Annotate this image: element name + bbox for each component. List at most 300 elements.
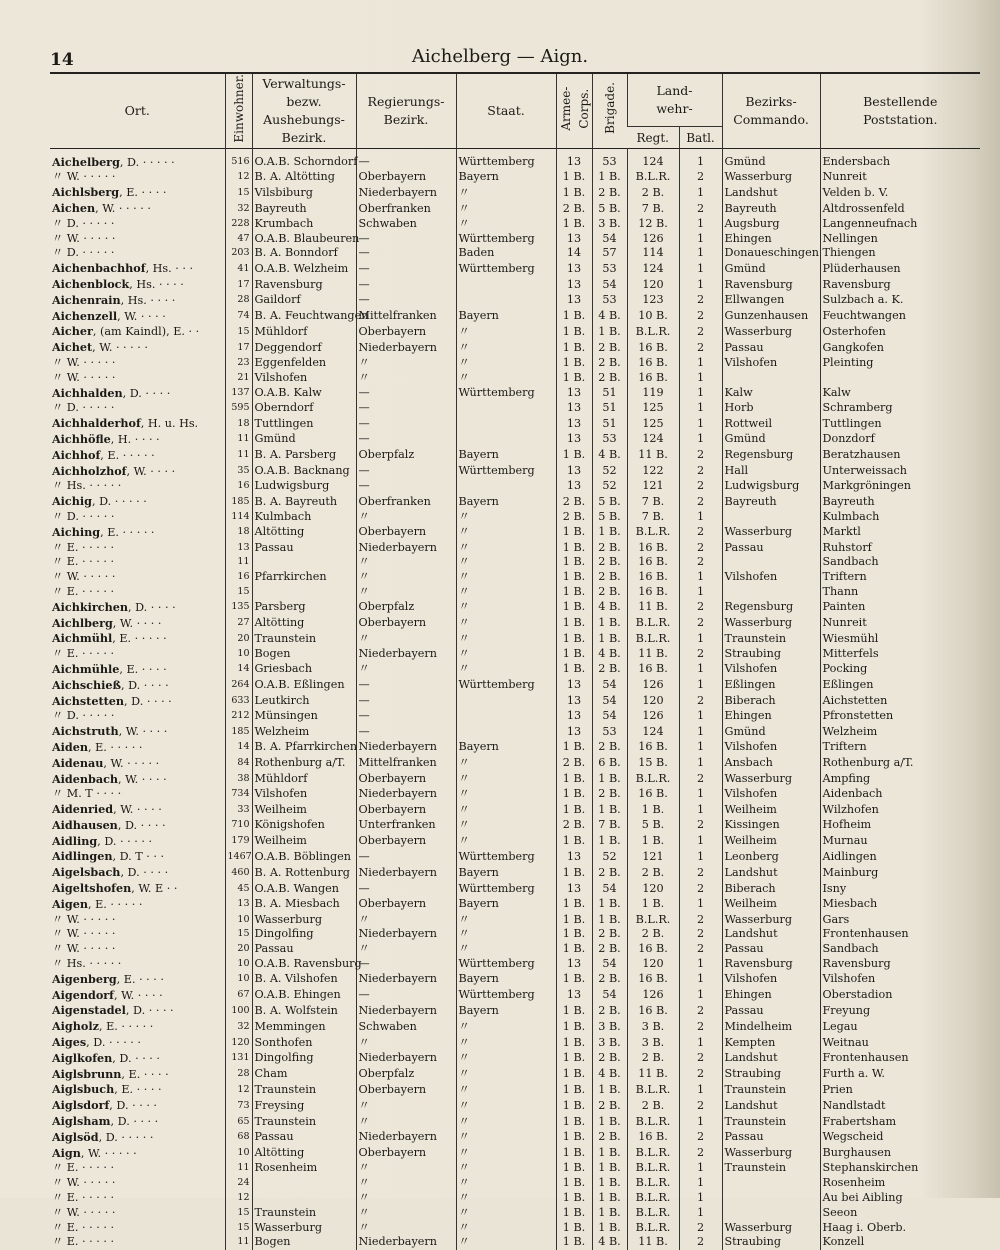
state: 〃: [456, 1221, 556, 1236]
landwehr-battalion: 1: [679, 988, 722, 1004]
table-row: [50, 148, 980, 170]
government-district: Oberbayern: [356, 616, 456, 632]
district-command: Straubing: [722, 1067, 820, 1083]
population: 41: [225, 261, 252, 277]
population: 203: [225, 246, 252, 261]
population: 12: [225, 1191, 252, 1206]
landwehr-regiment: 16 B.: [627, 371, 679, 386]
post-station: Ravensburg: [820, 277, 980, 293]
place-name: Aigeltshofen, W. E · ·: [52, 881, 178, 896]
brigade: 1 B.: [592, 772, 627, 788]
post-station: Aidenbach: [820, 787, 980, 802]
place-name: Aichschieß, D. · · · ·: [52, 677, 169, 692]
landwehr-regiment: 10 B.: [627, 309, 679, 325]
landwehr-battalion: 1: [679, 787, 722, 802]
government-district: Niederbayern: [356, 865, 456, 881]
table-row: [50, 1176, 980, 1191]
district-command: [722, 555, 820, 570]
government-district: 〃: [356, 1161, 456, 1176]
place-name: 〃 D. · · · · ·: [52, 709, 115, 723]
table-row: [50, 913, 980, 928]
table-row: [50, 1161, 980, 1176]
admin-district: Parsberg: [252, 600, 356, 616]
admin-district: Freysing: [252, 1098, 356, 1114]
population: 45: [225, 881, 252, 897]
table-row: [50, 1206, 980, 1221]
table-row: [50, 570, 980, 585]
place-name: Aiglsbrunn, E. · · · ·: [52, 1066, 169, 1081]
landwehr-regiment: 16 B.: [627, 942, 679, 957]
government-district: 〃: [356, 356, 456, 371]
population: 10: [225, 957, 252, 972]
state: 〃: [456, 1176, 556, 1191]
admin-district: Krumbach: [252, 217, 356, 232]
header-bezirks-commando: Bezirks- Commando.: [722, 74, 820, 148]
table-row: [50, 525, 980, 541]
admin-district: Königshofen: [252, 818, 356, 834]
population: 32: [225, 201, 252, 217]
state: Württemberg: [456, 232, 556, 247]
district-command: Straubing: [722, 647, 820, 662]
district-command: Ansbach: [722, 756, 820, 772]
table-row: [50, 541, 980, 556]
army-corps: 1 B.: [556, 942, 592, 957]
admin-district: Altötting: [252, 525, 356, 541]
landwehr-regiment: 16 B.: [627, 662, 679, 678]
table-row: [50, 724, 980, 740]
government-district: 〃: [356, 585, 456, 600]
army-corps: 1 B.: [556, 1082, 592, 1098]
post-station: Kalw: [820, 386, 980, 402]
district-command: Passau: [722, 340, 820, 356]
population: 15: [225, 1206, 252, 1221]
admin-district: Traunstein: [252, 631, 356, 647]
landwehr-battalion: 2: [679, 1067, 722, 1083]
state: [456, 293, 556, 309]
population: 10: [225, 913, 252, 928]
district-command: Traunstein: [722, 631, 820, 647]
landwehr-regiment: B.L.R.: [627, 1082, 679, 1098]
admin-district: Tuttlingen: [252, 416, 356, 432]
post-station: Sulzbach a. K.: [820, 293, 980, 309]
landwehr-regiment: 2 B.: [627, 927, 679, 942]
admin-district: Passau: [252, 541, 356, 556]
landwehr-regiment: B.L.R.: [627, 1161, 679, 1176]
post-station: Mainburg: [820, 865, 980, 881]
government-district: —: [356, 849, 456, 865]
post-station: Pleinting: [820, 356, 980, 371]
government-district: 〃: [356, 371, 456, 386]
government-district: 〃: [356, 662, 456, 678]
army-corps: 1 B.: [556, 448, 592, 464]
district-command: Vilshofen: [722, 570, 820, 585]
population: 12: [225, 1082, 252, 1098]
landwehr-regiment: 16 B.: [627, 555, 679, 570]
table-row: [50, 585, 980, 600]
landwehr-battalion: 2: [679, 694, 722, 710]
admin-district: Bayreuth: [252, 201, 356, 217]
brigade: 54: [592, 709, 627, 724]
landwehr-regiment: 15 B.: [627, 756, 679, 772]
state: Bayern: [456, 170, 556, 185]
state: [456, 416, 556, 432]
landwehr-regiment: 11 B.: [627, 600, 679, 616]
district-command: Landshut: [722, 185, 820, 201]
district-command: Ellwangen: [722, 293, 820, 309]
army-corps: 13: [556, 988, 592, 1004]
admin-district: Bogen: [252, 1235, 356, 1250]
landwehr-battalion: 1: [679, 662, 722, 678]
district-command: Straubing: [722, 1235, 820, 1250]
landwehr-battalion: 2: [679, 881, 722, 897]
government-district: —: [356, 724, 456, 740]
place-name: Aiglsdorf, D. · · · ·: [52, 1098, 157, 1113]
table-row: [50, 662, 980, 678]
army-corps: 13: [556, 277, 592, 293]
landwehr-battalion: 2: [679, 309, 722, 325]
district-command: Wasserburg: [722, 1221, 820, 1236]
post-station: Rosenheim: [820, 1176, 980, 1191]
brigade: 1 B.: [592, 170, 627, 185]
landwehr-battalion: 1: [679, 232, 722, 247]
post-station: Eßlingen: [820, 678, 980, 694]
header-staat: Staat.: [456, 74, 556, 148]
state: Bayern: [456, 972, 556, 988]
brigade: 1 B.: [592, 1206, 627, 1221]
army-corps: 1 B.: [556, 1051, 592, 1067]
table-row: [50, 386, 980, 402]
district-command: Kempten: [722, 1035, 820, 1051]
army-corps: 1 B.: [556, 772, 592, 788]
landwehr-battalion: 2: [679, 647, 722, 662]
table-row: [50, 756, 980, 772]
post-station: Kulmbach: [820, 510, 980, 525]
post-station: Aichstetten: [820, 694, 980, 710]
government-district: —: [356, 432, 456, 448]
brigade: 3 B.: [592, 1035, 627, 1051]
population: 10: [225, 647, 252, 662]
place-name: Aiglsöd, D. · · · · ·: [52, 1129, 154, 1144]
state: 〃: [456, 942, 556, 957]
admin-district: Welzheim: [252, 724, 356, 740]
district-command: Gmünd: [722, 148, 820, 170]
admin-district: Vilshofen: [252, 371, 356, 386]
post-station: Nandlstadt: [820, 1098, 980, 1114]
army-corps: 13: [556, 709, 592, 724]
landwehr-battalion: 1: [679, 724, 722, 740]
landwehr-battalion: 1: [679, 386, 722, 402]
government-district: 〃: [356, 631, 456, 647]
admin-district: Altötting: [252, 1146, 356, 1162]
post-station: Ravensburg: [820, 957, 980, 972]
army-corps: 1 B.: [556, 1146, 592, 1162]
landwehr-regiment: B.L.R.: [627, 1206, 679, 1221]
state: 〃: [456, 324, 556, 340]
landwehr-regiment: 124: [627, 261, 679, 277]
brigade: 53: [592, 293, 627, 309]
brigade: 5 B.: [592, 510, 627, 525]
post-station: Aidlingen: [820, 849, 980, 865]
landwehr-regiment: B.L.R.: [627, 1176, 679, 1191]
government-district: Oberbayern: [356, 324, 456, 340]
district-command: Landshut: [722, 1098, 820, 1114]
landwehr-battalion: 2: [679, 1130, 722, 1146]
place-name: Aichhalden, D. · · · ·: [52, 385, 171, 400]
place-name: Aiden, E. · · · · ·: [52, 739, 143, 754]
brigade: 51: [592, 386, 627, 402]
place-name: Aichenzell, W. · · · ·: [52, 308, 166, 323]
brigade: 51: [592, 401, 627, 416]
admin-district: Münsingen: [252, 709, 356, 724]
government-district: Oberpfalz: [356, 448, 456, 464]
landwehr-regiment: 16 B.: [627, 570, 679, 585]
state: Württemberg: [456, 678, 556, 694]
brigade: 4 B.: [592, 1067, 627, 1083]
government-district: —: [356, 293, 456, 309]
landwehr-regiment: B.L.R.: [627, 324, 679, 340]
brigade: 1 B.: [592, 802, 627, 818]
post-station: Vilshofen: [820, 972, 980, 988]
post-station: Tuttlingen: [820, 416, 980, 432]
state: 〃: [456, 555, 556, 570]
population: 12: [225, 170, 252, 185]
landwehr-regiment: 1 B.: [627, 802, 679, 818]
district-command: Traunstein: [722, 1114, 820, 1130]
landwehr-regiment: B.L.R.: [627, 772, 679, 788]
table-row: [50, 217, 980, 232]
government-district: Niederbayern: [356, 541, 456, 556]
army-corps: 1 B.: [556, 616, 592, 632]
table-row: [50, 647, 980, 662]
place-name: Aichen, W. · · · · ·: [52, 201, 151, 216]
landwehr-battalion: 2: [679, 1146, 722, 1162]
landwehr-battalion: 1: [679, 631, 722, 647]
government-district: Niederbayern: [356, 1051, 456, 1067]
population: 228: [225, 217, 252, 232]
landwehr-regiment: 16 B.: [627, 740, 679, 756]
admin-district: Dingolfing: [252, 1051, 356, 1067]
population: 10: [225, 1146, 252, 1162]
landwehr-battalion: 2: [679, 293, 722, 309]
government-district: —: [356, 709, 456, 724]
table-row: [50, 865, 980, 881]
government-district: Oberbayern: [356, 834, 456, 850]
army-corps: 13: [556, 432, 592, 448]
post-station: Triftern: [820, 740, 980, 756]
brigade: 2 B.: [592, 865, 627, 881]
army-corps: 1 B.: [556, 927, 592, 942]
admin-district: Sonthofen: [252, 1035, 356, 1051]
place-name: 〃 E. · · · · ·: [52, 555, 115, 569]
state: 〃: [456, 834, 556, 850]
admin-district: Kulmbach: [252, 510, 356, 525]
place-name: 〃 E. · · · · ·: [52, 584, 115, 598]
district-command: Ehingen: [722, 988, 820, 1004]
table-row: [50, 340, 980, 356]
post-station: Gangkofen: [820, 340, 980, 356]
brigade: 51: [592, 416, 627, 432]
place-name: 〃 D. · · · · ·: [52, 401, 115, 415]
army-corps: 13: [556, 881, 592, 897]
landwehr-battalion: 1: [679, 246, 722, 261]
landwehr-battalion: 2: [679, 1221, 722, 1236]
landwehr-regiment: 120: [627, 881, 679, 897]
army-corps: 1 B.: [556, 185, 592, 201]
post-station: Weitnau: [820, 1035, 980, 1051]
admin-district: Eggenfelden: [252, 356, 356, 371]
brigade: 3 B.: [592, 217, 627, 232]
state: 〃: [456, 201, 556, 217]
place-name: Aiges, D. · · · · ·: [52, 1035, 141, 1050]
government-district: —: [356, 988, 456, 1004]
population: 15: [225, 927, 252, 942]
place-name: 〃 Hs. · · · · ·: [52, 957, 122, 971]
place-name: Aichig, D. · · · · ·: [52, 494, 147, 509]
state: 〃: [456, 1206, 556, 1221]
post-station: Donzdorf: [820, 432, 980, 448]
place-name: 〃 W. · · · · ·: [52, 927, 116, 941]
population: 84: [225, 756, 252, 772]
brigade: 54: [592, 232, 627, 247]
state: 〃: [456, 1051, 556, 1067]
population: 137: [225, 386, 252, 402]
landwehr-battalion: 2: [679, 324, 722, 340]
district-command: Weilheim: [722, 897, 820, 913]
population: 11: [225, 1161, 252, 1176]
government-district: Schwaben: [356, 1019, 456, 1035]
running-head: Aichelberg — Aign.: [411, 46, 589, 67]
place-name: 〃 E. · · · · ·: [52, 1191, 115, 1205]
table-row: [50, 897, 980, 913]
landwehr-regiment: 11 B.: [627, 448, 679, 464]
admin-district: Griesbach: [252, 662, 356, 678]
landwehr-regiment: 2 B.: [627, 865, 679, 881]
state: Württemberg: [456, 881, 556, 897]
population: 15: [225, 585, 252, 600]
landwehr-regiment: 122: [627, 464, 679, 480]
population: 65: [225, 1114, 252, 1130]
government-district: —: [356, 416, 456, 432]
government-district: Niederbayern: [356, 185, 456, 201]
landwehr-regiment: B.L.R.: [627, 525, 679, 541]
post-station: Pfronstetten: [820, 709, 980, 724]
state: [456, 479, 556, 494]
state: 〃: [456, 756, 556, 772]
brigade: 1 B.: [592, 834, 627, 850]
district-command: Ehingen: [722, 232, 820, 247]
post-station: Plüderhausen: [820, 261, 980, 277]
admin-district: Gmünd: [252, 432, 356, 448]
government-district: —: [356, 464, 456, 480]
table-row: [50, 678, 980, 694]
gazetteer-table: [50, 74, 980, 1250]
district-command: Leonberg: [722, 849, 820, 865]
post-station: Furth a. W.: [820, 1067, 980, 1083]
table-row: [50, 293, 980, 309]
population: 100: [225, 1003, 252, 1019]
table-row: [50, 261, 980, 277]
army-corps: 13: [556, 957, 592, 972]
district-command: Ehingen: [722, 709, 820, 724]
post-station: Rothenburg a/T.: [820, 756, 980, 772]
population: 114: [225, 510, 252, 525]
government-district: 〃: [356, 913, 456, 928]
population: 131: [225, 1051, 252, 1067]
brigade: 2 B.: [592, 555, 627, 570]
landwehr-regiment: B.L.R.: [627, 631, 679, 647]
government-district: Schwaben: [356, 217, 456, 232]
army-corps: 13: [556, 479, 592, 494]
table-row: [50, 1114, 980, 1130]
landwehr-battalion: 2: [679, 494, 722, 510]
army-corps: 2 B.: [556, 756, 592, 772]
brigade: 2 B.: [592, 371, 627, 386]
place-name: Aigelsbach, D. · · · ·: [52, 865, 169, 880]
brigade: 5 B.: [592, 201, 627, 217]
state: Württemberg: [456, 386, 556, 402]
table-row: [50, 957, 980, 972]
landwehr-regiment: 126: [627, 988, 679, 1004]
table-row: [50, 1130, 980, 1146]
admin-district: Vilsbiburg: [252, 185, 356, 201]
place-name: Aichlberg, W. · · · ·: [52, 615, 162, 630]
government-district: Oberbayern: [356, 772, 456, 788]
place-name: 〃 W. · · · · ·: [52, 370, 116, 384]
admin-district: Passau: [252, 942, 356, 957]
population: 18: [225, 416, 252, 432]
state: 〃: [456, 185, 556, 201]
brigade: 1 B.: [592, 324, 627, 340]
state: Bayern: [456, 309, 556, 325]
state: Württemberg: [456, 849, 556, 865]
table-row: [50, 740, 980, 756]
admin-district: [252, 555, 356, 570]
place-name: 〃 W. · · · · ·: [52, 355, 116, 369]
landwehr-battalion: 2: [679, 927, 722, 942]
landwehr-battalion: 1: [679, 585, 722, 600]
district-command: Wasserburg: [722, 170, 820, 185]
state: 〃: [456, 818, 556, 834]
brigade: 4 B.: [592, 448, 627, 464]
post-station: Altdrossenfeld: [820, 201, 980, 217]
landwehr-regiment: 3 B.: [627, 1019, 679, 1035]
brigade: 54: [592, 881, 627, 897]
brigade: 1 B.: [592, 1191, 627, 1206]
post-station: Konzell: [820, 1235, 980, 1250]
post-station: Markgröningen: [820, 479, 980, 494]
government-district: 〃: [356, 1114, 456, 1130]
landwehr-battalion: 2: [679, 1003, 722, 1019]
army-corps: 1 B.: [556, 1206, 592, 1221]
population: 11: [225, 555, 252, 570]
state: 〃: [456, 510, 556, 525]
post-station: Stephanskirchen: [820, 1161, 980, 1176]
landwehr-battalion: 1: [679, 1082, 722, 1098]
admin-district: O.A.B. Blaubeuren: [252, 232, 356, 247]
government-district: Niederbayern: [356, 972, 456, 988]
table-row: [50, 371, 980, 386]
admin-district: B. A. Miesbach: [252, 897, 356, 913]
population: 13: [225, 541, 252, 556]
admin-district: Traunstein: [252, 1114, 356, 1130]
landwehr-regiment: B.L.R.: [627, 1146, 679, 1162]
landwehr-regiment: 126: [627, 232, 679, 247]
place-name: Aign, W. · · · · ·: [52, 1145, 137, 1160]
brigade: 2 B.: [592, 1098, 627, 1114]
landwehr-battalion: 1: [679, 570, 722, 585]
table-row: [50, 1221, 980, 1236]
district-command: Augsburg: [722, 217, 820, 232]
